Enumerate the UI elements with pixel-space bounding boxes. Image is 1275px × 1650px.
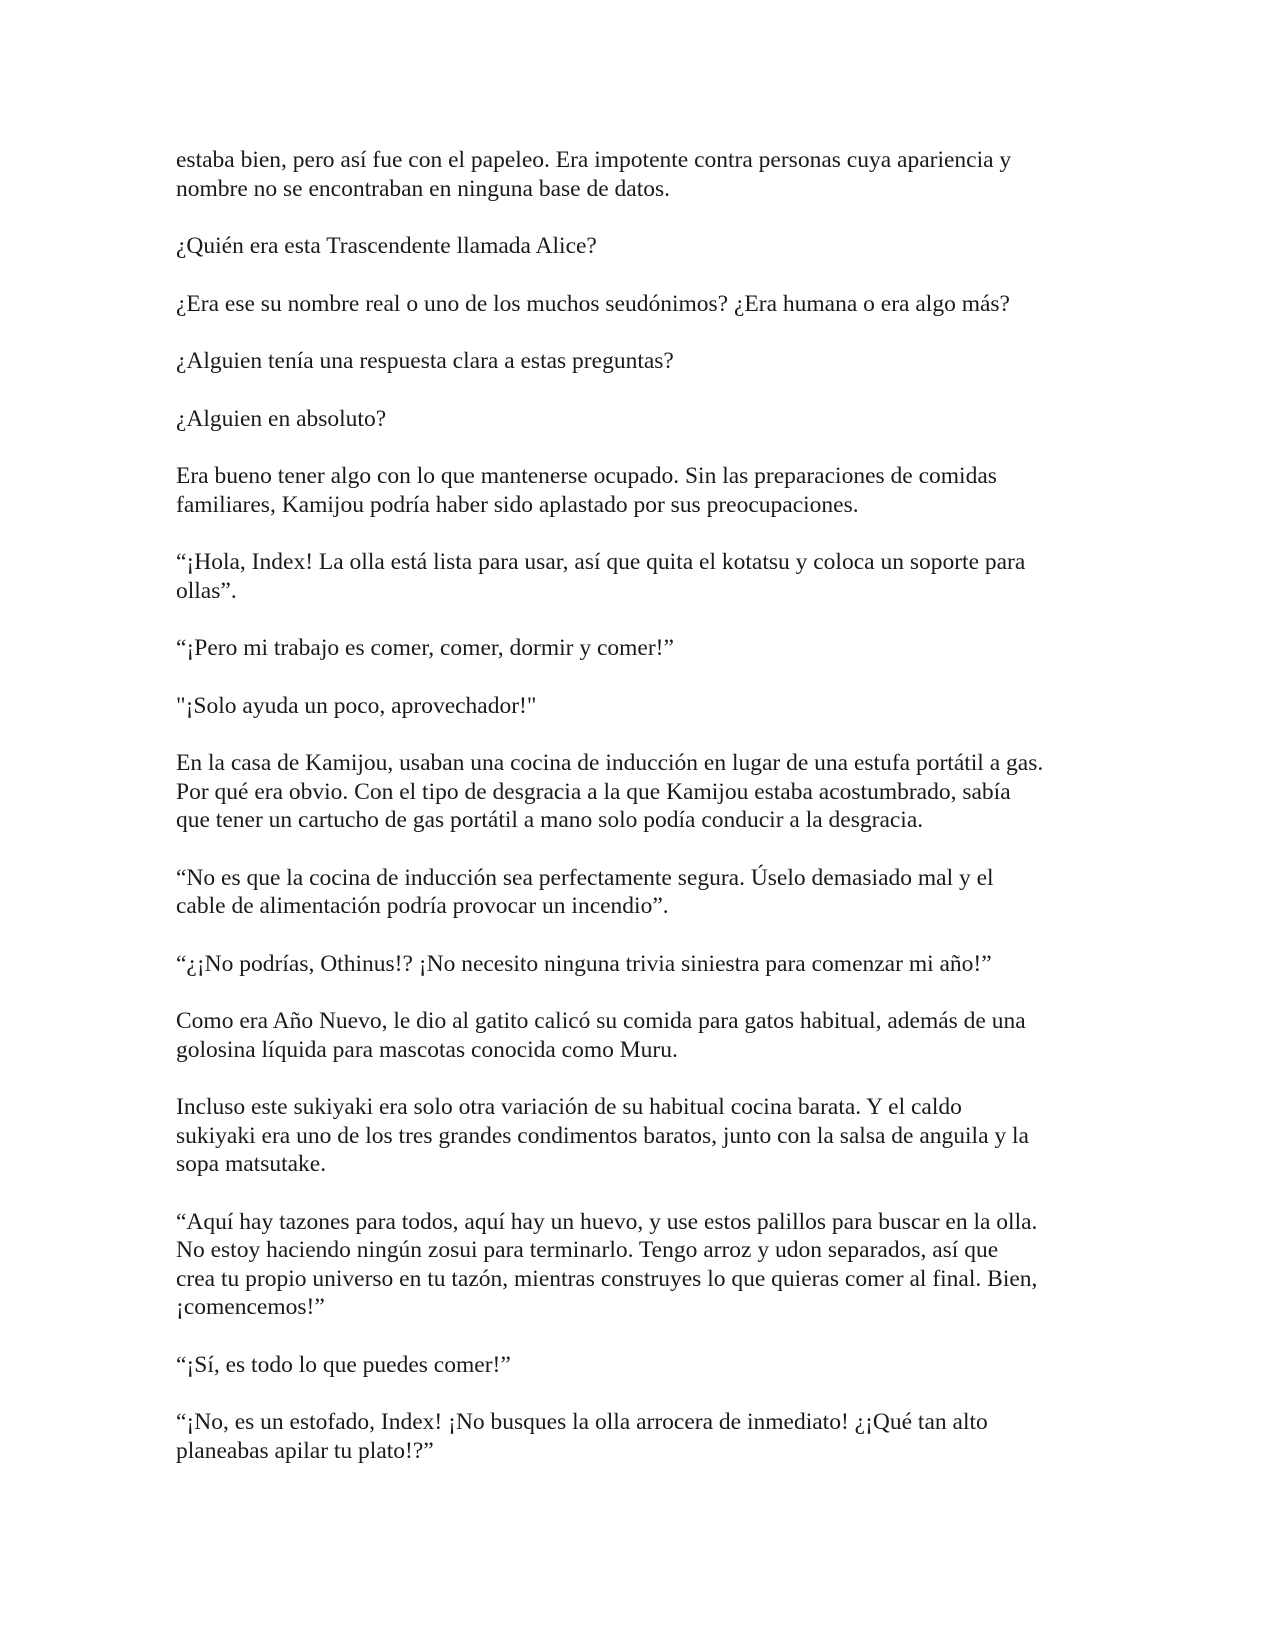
paragraph: "¡Solo ayuda un poco, aprovechador!" <box>176 692 537 719</box>
paragraph: ¿Alguien tenía una respuesta clara a estas preguntas? <box>176 348 674 374</box>
paragraph: “¡Hola, Index! La olla está lista para usar, así que quita el kotatsu y coloca un soporte para ollas”. <box>176 549 1026 604</box>
paragraph: “No es que la cocina de inducción sea perfectamente segura. Úselo demasiado mal y el cable de alimentación podría provocar un incendio”. <box>176 864 994 919</box>
paragraph: Incluso este sukiyaki era solo otra variación de su habitual cocina barata. Y el caldo sukiyaki era uno de los tres grandes condimentos baratos, junto con la salsa de anguila y la sopa matsutake. <box>176 1094 1029 1177</box>
paragraph: estaba bien, pero así fue con el papeleo. Era impotente contra personas cuya apariencia y nombre no se encontraban en ninguna base de datos. <box>176 147 1012 202</box>
paragraph: Era bueno tener algo con lo que mantenerse ocupado. Sin las preparaciones de comidas familiares, Kamijou podría haber sido aplastado por sus preocupaciones. <box>176 463 997 518</box>
paragraph: Como era Año Nuevo, le dio al gatito calicó su comida para gatos habitual, además de una golosina líquida para mascotas conocida como Muru. <box>176 1008 1026 1063</box>
document-body <box>176 146 1116 1494</box>
paragraph: ¿Era ese su nombre real o uno de los muchos seudónimos? ¿Era humana o era algo más? <box>176 290 1010 317</box>
paragraph: “¡No, es un estofado, Index! ¡No busques la olla arrocera de inmediato! ¿¡Qué tan alto planeabas apilar tu plato!?” <box>176 1409 988 1464</box>
paragraph: ¿Quién era esta Trascendente llamada Alice? <box>176 233 597 259</box>
paragraph: ¿Alguien en absoluto? <box>176 405 387 432</box>
paragraph: “Aquí hay tazones para todos, aquí hay un huevo, y use estos palillos para buscar en la olla. No estoy haciendo ningún zosui para terminarlo. Tengo arroz y udon separados, así que crea tu propio universo en tu tazón, mientras construyes lo que quieras comer al final. Bien, ¡comencemos!” <box>176 1208 1038 1320</box>
paragraph: “¿¡No podrías, Othinus!? ¡No necesito ninguna trivia siniestra para comenzar mi año!” <box>176 950 992 977</box>
paragraph: En la casa de Kamijou, usaban una cocina de inducción en lugar de una estufa portátil a gas. Por qué era obvio. Con el tipo de desgracia a la que Kamijou estaba acostumbrado, sabía que tener un cartucho de gas portátil a mano solo podía conducir a la desgracia. <box>176 750 1044 833</box>
paragraph: “¡Pero mi trabajo es comer, comer, dormir y comer!” <box>176 635 674 661</box>
paragraph: “¡Sí, es todo lo que puedes comer!” <box>176 1351 511 1378</box>
